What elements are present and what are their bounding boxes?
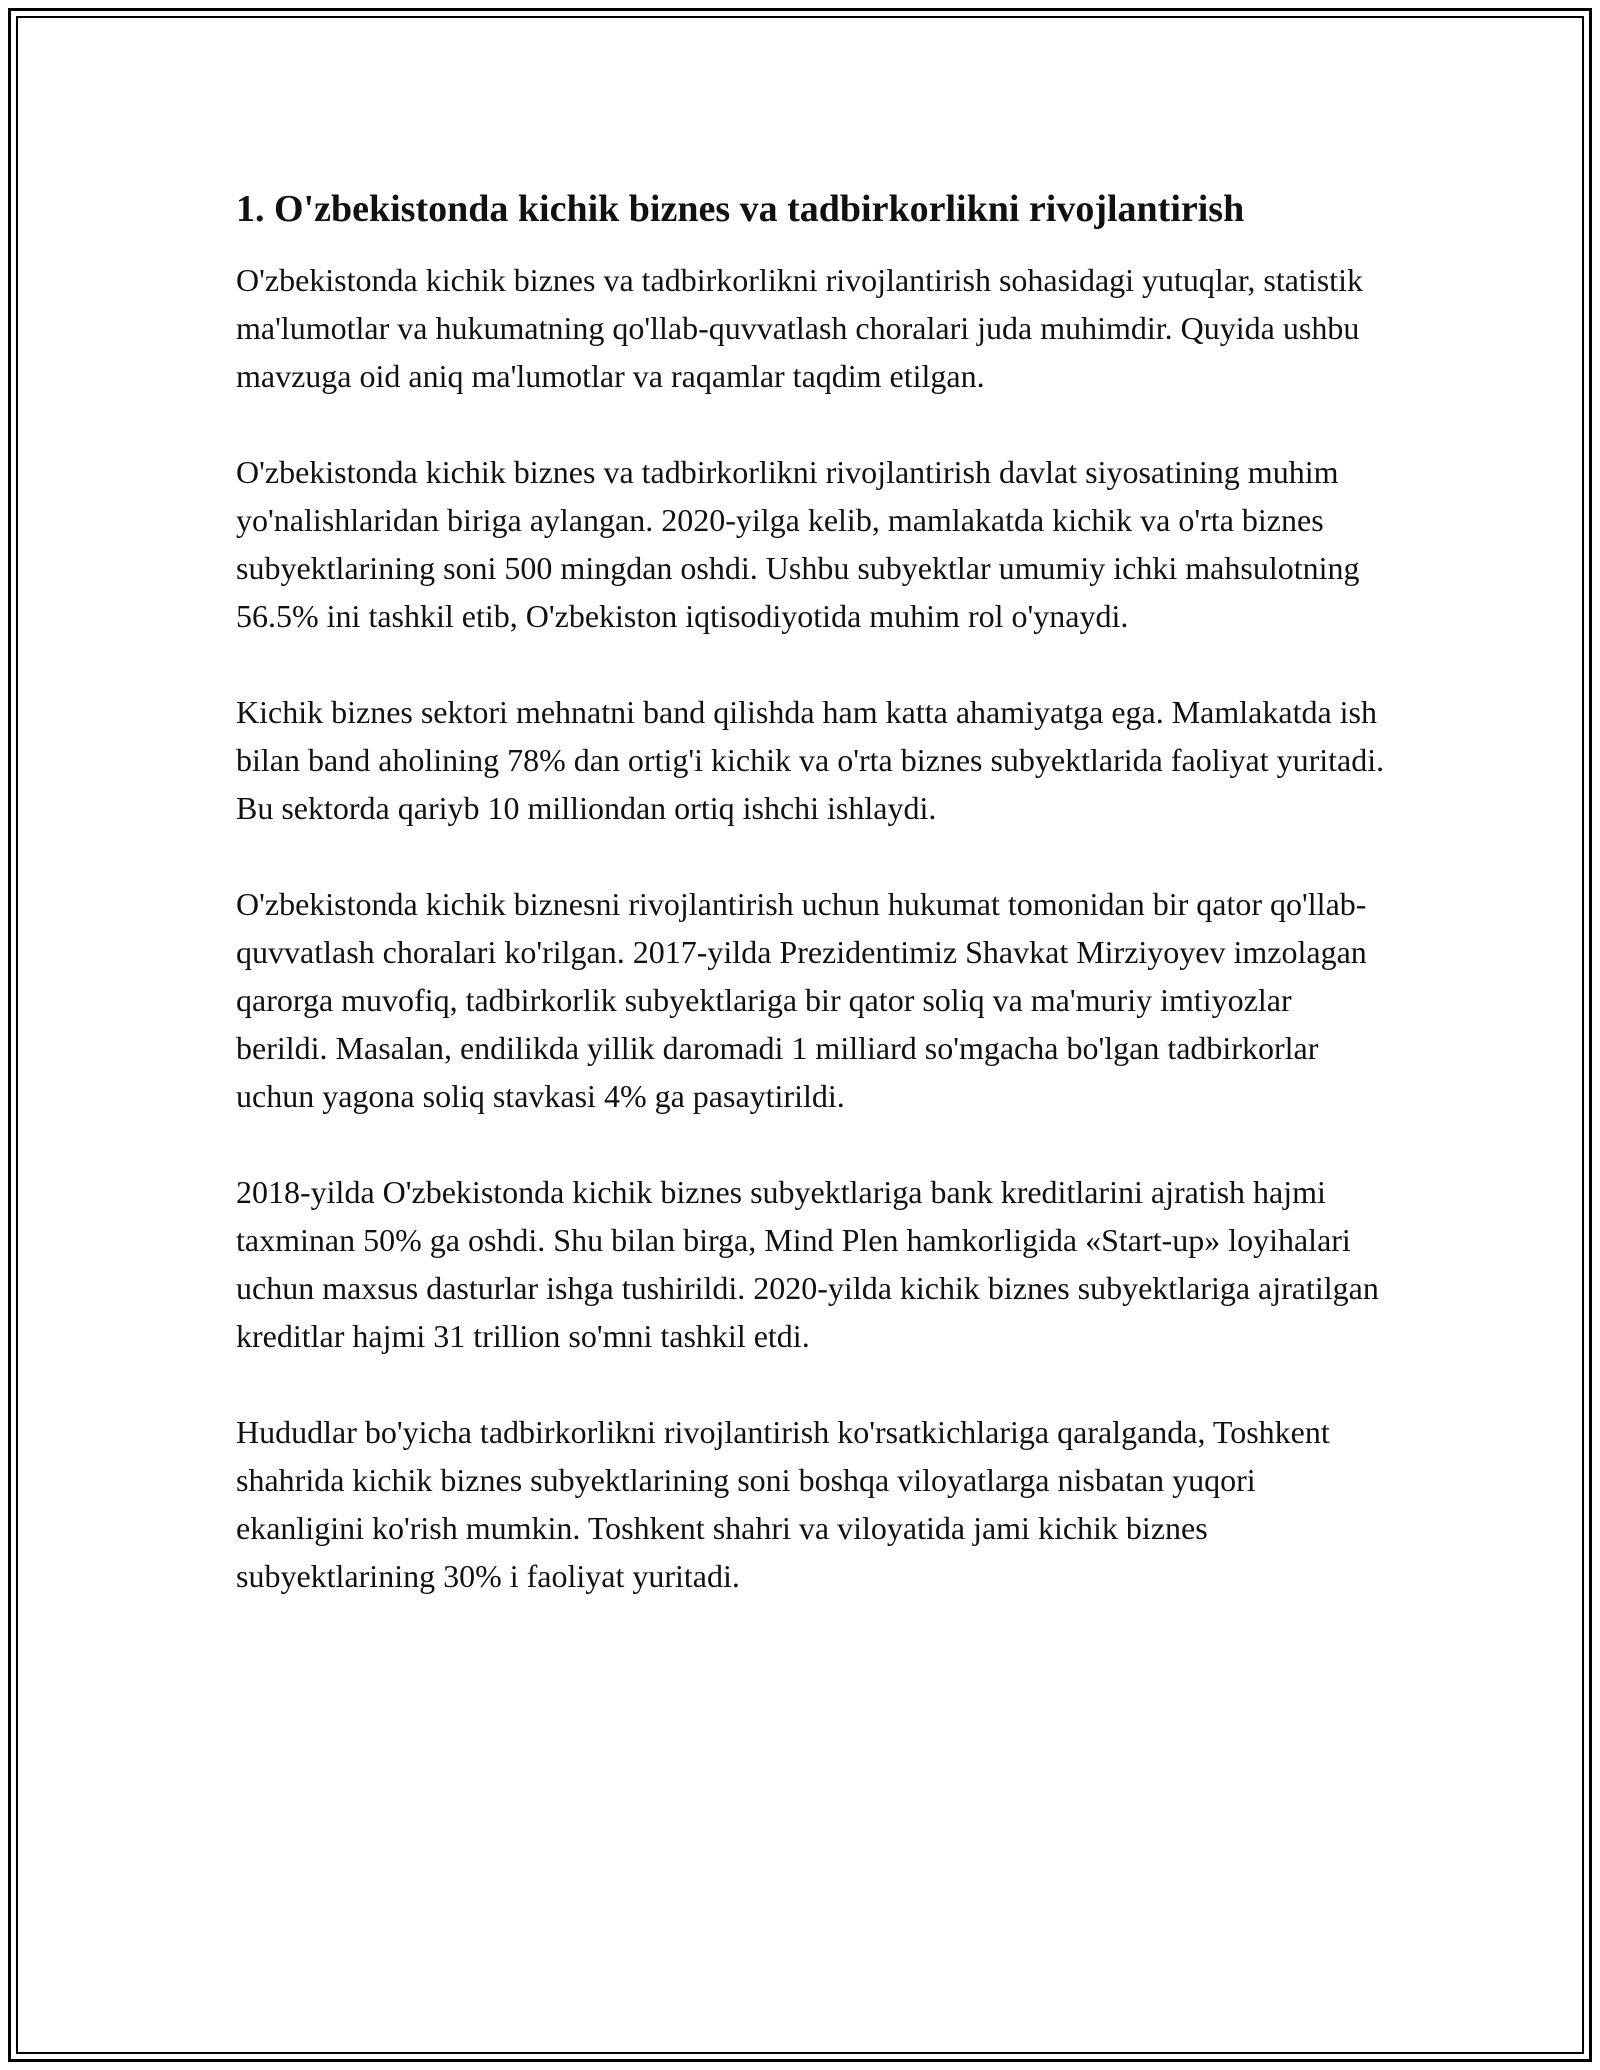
- document-body: [236, 184, 1386, 1648]
- paragraph-employment: Kichik biznes sektori mehnatni band qilishda ham katta ahamiyatga ega. Mamlakatda ish bilan band aholining 78% dan ortig'i kichik va o'rta biznes subyektlarida faoliyat yuritadi. Bu sektorda qariyb 10 milliondan ortiq ishchi ishlaydi.: [236, 694, 1385, 826]
- paragraph-state-policy: O'zbekistonda kichik biznes va tadbirkorlikni rivojlantirish davlat siyosatining muhim yo'nalishlaridan biriga aylangan. 2020-yilga kelib, mamlakatda kichik va o'rta biznes subyektlarining soni 500 mingdan oshdi. Ushbu subyektlar umumiy ichki mahsulotning 56.5% ini tashkil etib, O'zbekiston iqtisodiyotida muhim rol o'ynaydi.: [236, 454, 1360, 634]
- paragraph-intro: O'zbekistonda kichik biznes va tadbirkorlikni rivojlantirish sohasidagi yutuqlar, statistik ma'lumotlar va hukumatning qo'llab-quvvatlash choralari juda muhimdir. Quyida ushbu mavzuga oid aniq ma'lumotlar va raqamlar taqdim etilgan.: [236, 262, 1363, 394]
- section-heading: 1. O'zbekistonda kichik biznes va tadbirkorlikni rivojlantirish: [236, 188, 1245, 230]
- paragraph-regions: Hududlar bo'yicha tadbirkorlikni rivojlantirish ko'rsatkichlariga qaralganda, Toshkent shahrida kichik biznes subyektlarining soni boshqa viloyatlarga nisbatan yuqori ekanligini ko'rish mumkin. Toshkent shahri va viloyatida jami kichik biznes subyektlarining 30% i faoliyat yuritadi.: [236, 1414, 1330, 1594]
- paragraph-government-support: O'zbekistonda kichik biznesni rivojlantirish uchun hukumat tomonidan bir qator qo'llab-quvvatlash choralari ko'rilgan. 2017-yilda Prezidentimiz Shavkat Mirziyoyev imzolagan qarorga muvofiq, tadbirkorlik subyektlariga bir qator soliq va ma'muriy imtiyozlar berildi. Masalan, endilikda yillik daromadi 1 milliard so'mgacha bo'lgan tadbirkorlar uchun yagona soliq stavkasi 4% ga pasaytirildi.: [236, 886, 1367, 1114]
- paragraph-credits: 2018-yilda O'zbekistonda kichik biznes subyektlariga bank kreditlarini ajratish hajmi taxminan 50% ga oshdi. Shu bilan birga, Mind Plen hamkorligida «Start-up» loyihalari uchun maxsus dasturlar ishga tushirildi. 2020-yilda kichik biznes subyektlariga ajratilgan kreditlar hajmi 31 trillion so'mni tashkil etdi.: [236, 1174, 1379, 1354]
